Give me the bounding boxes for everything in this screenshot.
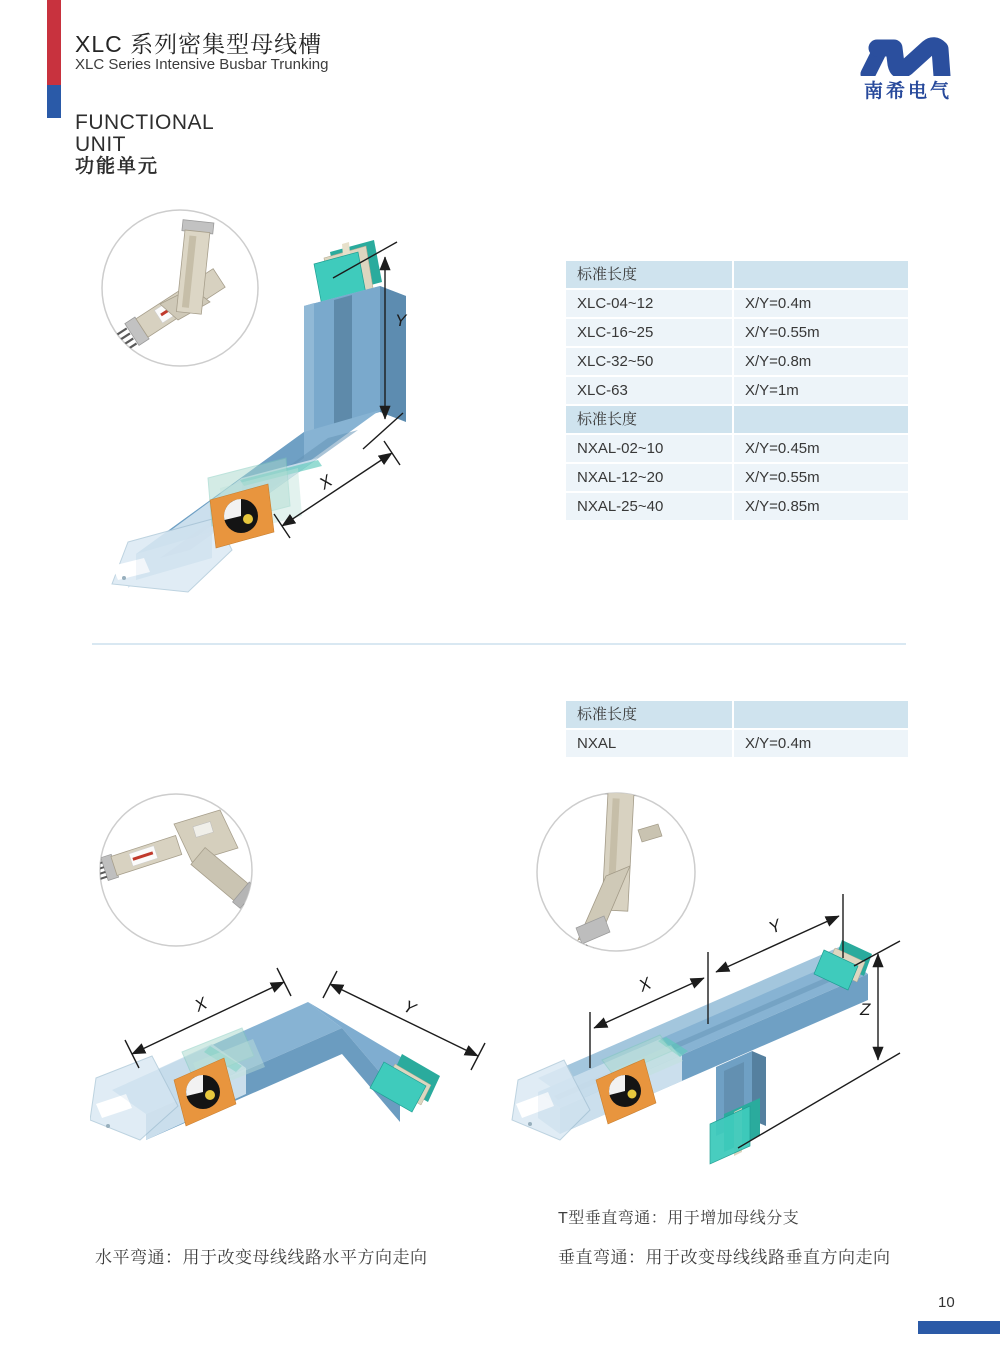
model-cell: XLC-04~12 <box>566 290 732 317</box>
model-cell: XLC-16~25 <box>566 319 732 346</box>
header-cell-empty <box>734 261 908 288</box>
page-number: 10 <box>938 1294 955 1311</box>
dim-label-z: Z <box>860 1000 871 1019</box>
tee-unit-diagram <box>510 780 990 1200</box>
header-cell-empty <box>734 406 908 433</box>
length-cell: X/Y=0.4m <box>734 290 908 317</box>
header-cell: 标准长度 <box>566 406 732 433</box>
model-cell: NXAL <box>566 730 732 757</box>
model-cell: NXAL-25~40 <box>566 493 732 520</box>
length-cell: X/Y=0.8m <box>734 348 908 375</box>
length-cell: X/Y=0.85m <box>734 493 908 520</box>
dim-label-y: Y <box>765 915 784 938</box>
dim-label-y: Y <box>400 996 419 1019</box>
dim-label-x: X <box>635 973 654 996</box>
table-section-header <box>566 701 908 728</box>
length-cell: X/Y=0.4m <box>734 730 908 757</box>
section-title-line1: FUNCTIONAL <box>75 111 215 134</box>
footer-accent-bar <box>918 1321 1000 1334</box>
table-row <box>566 730 908 757</box>
table-row <box>566 377 908 404</box>
table-row <box>566 290 908 317</box>
spec-table-bottom <box>566 701 908 759</box>
company-logo-name: 南希电气 <box>863 81 952 102</box>
dim-label-x: X <box>315 471 336 494</box>
page-title-zh: XLC 系列密集型母线槽 <box>75 31 323 57</box>
horizontal-elbow-photo-inset <box>90 794 268 946</box>
header-cell-empty <box>734 701 908 728</box>
vertical-elbow-diagram <box>90 200 530 600</box>
model-cell: NXAL-02~10 <box>566 435 732 462</box>
section-title-line2: UNIT <box>75 133 126 156</box>
length-cell: X/Y=0.55m <box>734 319 908 346</box>
caption-horizontal-elbow: 水平弯通：用于改变母线线路水平方向走向 <box>95 1248 428 1267</box>
length-cell: X/Y=1m <box>734 377 908 404</box>
dim-label-x: X <box>191 993 210 1016</box>
table-section-header <box>566 406 908 433</box>
tee-unit-body <box>512 940 872 1164</box>
section-divider <box>92 643 906 645</box>
model-cell: NXAL-12~20 <box>566 464 732 491</box>
model-cell: XLC-32~50 <box>566 348 732 375</box>
length-cell: X/Y=0.55m <box>734 464 908 491</box>
section-title-zh: 功能单元 <box>75 156 160 177</box>
caption-vertical-elbow: 垂直弯通：用于改变母线线路垂直方向走向 <box>558 1248 891 1267</box>
horizontal-elbow-diagram <box>90 790 510 1210</box>
table-section-header <box>566 261 908 288</box>
tee-unit-photo-inset <box>537 784 695 965</box>
accent-bar-blue <box>47 85 61 118</box>
spec-table-top <box>566 261 908 522</box>
horizontal-elbow-body <box>90 1002 440 1140</box>
section-title <box>75 112 214 178</box>
page-title-en: XLC Series Intensive Busbar Trunking <box>75 56 329 73</box>
model-cell: XLC-63 <box>566 377 732 404</box>
company-logo-icon <box>852 24 970 76</box>
table-row <box>566 348 908 375</box>
header-cell: 标准长度 <box>566 261 732 288</box>
length-cell: X/Y=0.45m <box>734 435 908 462</box>
caption-tee-unit: T型垂直弯通：用于增加母线分支 <box>558 1210 800 1227</box>
table-row <box>566 319 908 346</box>
table-row <box>566 435 908 462</box>
vertical-elbow-photo-inset <box>102 210 258 366</box>
table-row <box>566 493 908 520</box>
header-cell: 标准长度 <box>566 701 732 728</box>
accent-bar-red <box>47 0 61 85</box>
table-row <box>566 464 908 491</box>
dim-label-y: Y <box>395 311 407 330</box>
